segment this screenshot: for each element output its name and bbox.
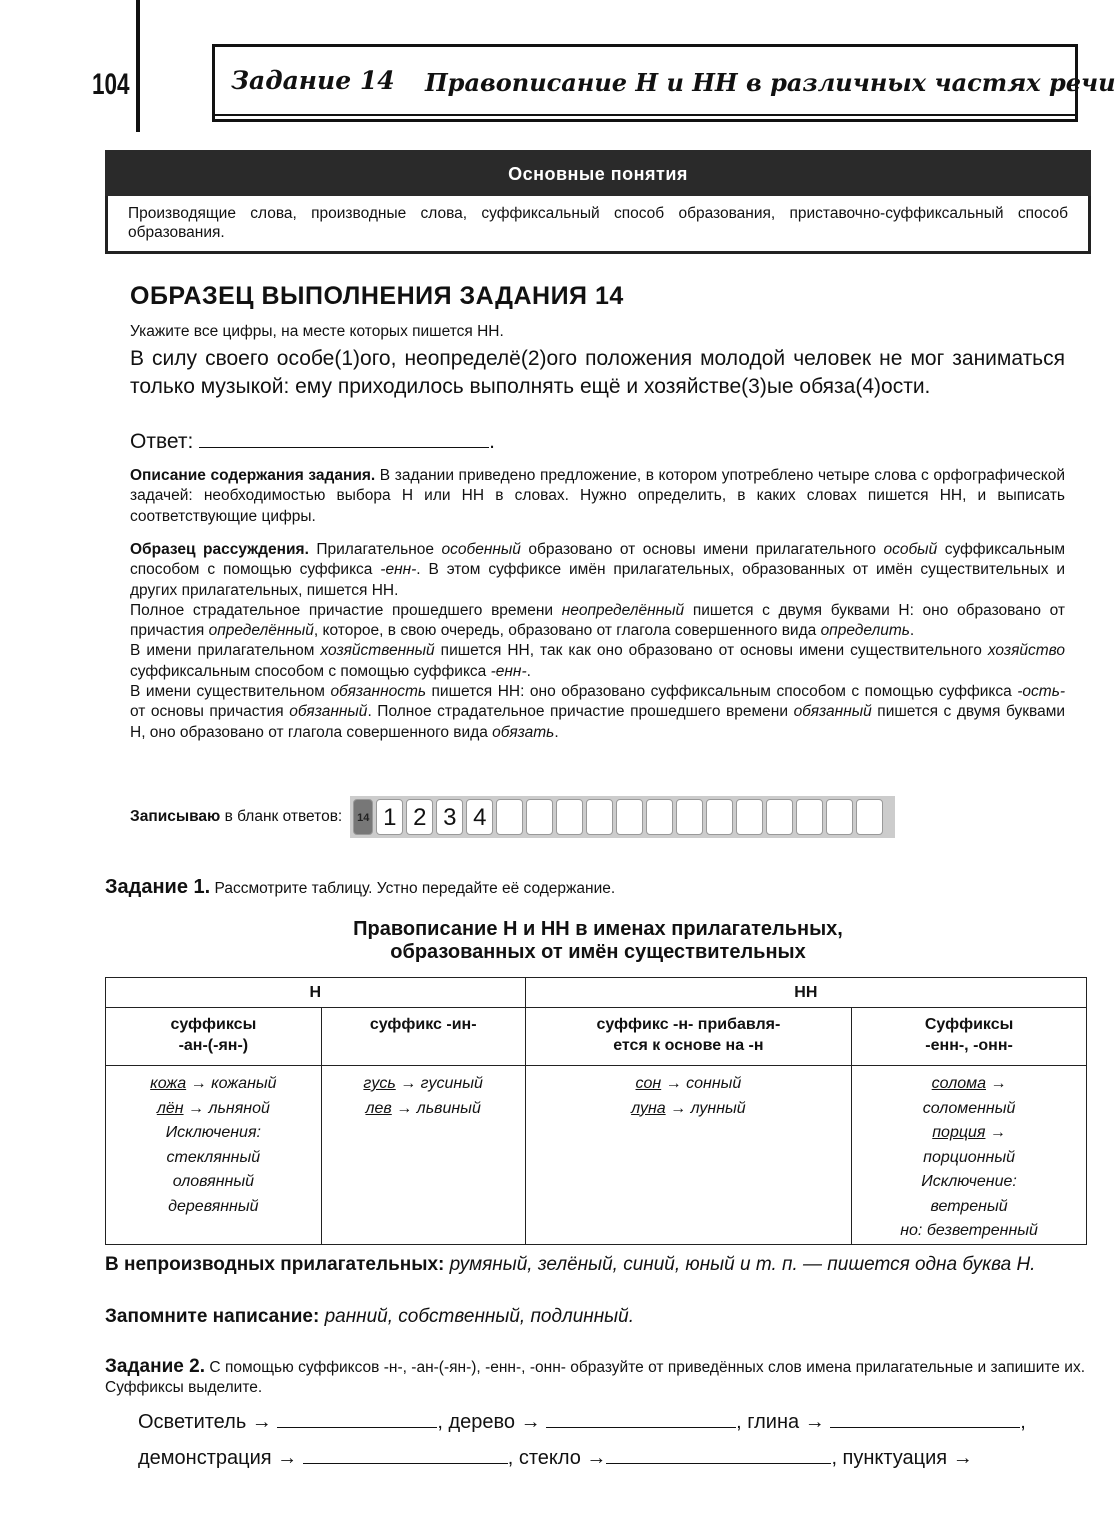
task2-label: Задание 2. xyxy=(105,1356,206,1377)
task1-heading xyxy=(105,876,615,899)
answer-blank[interactable] xyxy=(606,1446,831,1464)
answer-cell[interactable] xyxy=(586,799,613,835)
source-word: кожа xyxy=(150,1075,187,1092)
italic-term: обязанность xyxy=(330,683,427,701)
text-segment: . xyxy=(909,622,915,640)
answer-blank[interactable] xyxy=(277,1410,437,1428)
reasoning-paragraph xyxy=(130,641,1065,682)
text-segment: . xyxy=(526,662,531,680)
reasoning-paragraph xyxy=(130,682,1065,743)
exercise-line-1 xyxy=(138,1410,1026,1434)
column-header-line: суффикс -ин- xyxy=(369,1016,477,1033)
column-header-line: суффикс -н- прибавля- xyxy=(596,1016,781,1033)
italic-term: -ость- xyxy=(1017,683,1066,701)
answer-cell[interactable] xyxy=(556,799,583,835)
answer-line xyxy=(130,428,1065,456)
text-segment: суффиксальным способом с помощью суффикса xyxy=(130,662,491,680)
example-row xyxy=(322,1072,525,1097)
spelling-table xyxy=(105,977,1087,1245)
source-word: лён xyxy=(156,1099,184,1117)
page-number: 104 xyxy=(92,68,130,101)
text-segment: Прилагательное xyxy=(316,541,442,558)
rule-italic: ранний, собственный, подлинный. xyxy=(324,1306,635,1327)
text-segment: пишется НН, так как оно образовано от основы имени существительного xyxy=(434,642,988,660)
example-row xyxy=(526,1097,851,1122)
rule-italic: румяный, зелёный, синий, юный и т. п. — пишется одна буква Н. xyxy=(449,1254,1036,1275)
word-prompt: , xyxy=(1020,1411,1026,1433)
italic-term: определить xyxy=(820,622,910,640)
task-sentence: В силу своего особе(1)ого, неопределё(2)ого положения молодой человек не мог заниматься только музыкой: ему приходилось выполнять ещё и хозяйстве(3)ые обяза(4)ости. xyxy=(130,347,1065,398)
example-row xyxy=(322,1097,525,1122)
text-segment: образовано от основы имени прилагательного xyxy=(520,541,884,558)
answer-cell[interactable] xyxy=(826,799,853,835)
answer-blank[interactable] xyxy=(303,1446,508,1464)
answer-cell[interactable] xyxy=(766,799,793,835)
margin-rule xyxy=(136,0,140,132)
source-word: солома xyxy=(931,1075,987,1092)
answer-cell[interactable] xyxy=(676,799,703,835)
text-segment: пишется с двумя буквами Н: оно образовано от причастия xyxy=(130,601,1065,640)
instruction: Укажите все цифры, на месте которых пишется НН. xyxy=(130,323,504,340)
example-row xyxy=(106,1097,321,1122)
record-bold: Записываю xyxy=(130,808,221,825)
task1-text: Рассмотрите таблицу. Устно передайте её содержание. xyxy=(214,880,616,897)
source-word: сон xyxy=(635,1075,662,1092)
text-segment: В задании приведено предложение, в котором употреблено четыре слова с орфографической задачей: необходимостью выбора Н или НН в словах. Нужно определить, в каких словах пишется НН, и выписать соответствующие цифры. xyxy=(130,467,1065,525)
arrow-icon: → xyxy=(989,1124,1006,1141)
source-word: гусь xyxy=(363,1075,396,1092)
bold-term: Описание содержания задания. xyxy=(130,467,376,484)
answer-blank[interactable] xyxy=(830,1410,1020,1428)
source-word: лев xyxy=(365,1099,392,1117)
text-segment: от основы причастия xyxy=(130,703,290,721)
arrow-icon: → xyxy=(396,1099,413,1117)
column-header-line: суффиксы xyxy=(170,1016,257,1033)
italic-term: особый xyxy=(883,541,938,558)
derived-word: кожаный xyxy=(211,1075,277,1092)
task2-text: С помощью суффиксов -н-, -ан-(-ян-), -енн-, -онн- образуйте от приведённых слов имена прилагательные и запишите их. Суффиксы выделите. xyxy=(105,1359,1085,1397)
example-row xyxy=(852,1121,1086,1146)
column-cell xyxy=(525,1066,851,1245)
column-header xyxy=(852,1008,1087,1066)
text-segment: суффиксальным способом с помощью суффикса xyxy=(130,541,1065,579)
italic-term: хозяйственный xyxy=(320,642,435,660)
example-row xyxy=(852,1072,1086,1097)
derived-word: лунный xyxy=(690,1099,746,1117)
column-header-line: -ан-(-ян-) xyxy=(178,1037,249,1054)
derived-word: порционный xyxy=(923,1148,1015,1166)
group-header-n: Н xyxy=(106,978,526,1008)
column-header xyxy=(525,1008,851,1066)
italic-term: особенный xyxy=(441,541,521,558)
derived-word: гусиный xyxy=(420,1075,483,1092)
text-segment: . xyxy=(554,723,559,741)
group-header-nn: НН xyxy=(525,978,1086,1008)
arrow-icon: → xyxy=(190,1075,207,1092)
answer-cell[interactable] xyxy=(736,799,763,835)
record-text: в бланк ответов: xyxy=(224,808,343,825)
table-title-line: образованных от имён существительных xyxy=(390,941,806,963)
reasoning-paragraph xyxy=(130,601,1065,642)
word-prompt: демонстрация → xyxy=(138,1447,298,1469)
source-word: луна xyxy=(631,1099,666,1117)
reasoning xyxy=(130,540,1065,743)
word-prompt: , пунктуация → xyxy=(831,1447,973,1469)
sample-title: ОБРАЗЕЦ ВЫПОЛНЕНИЯ ЗАДАНИЯ 14 xyxy=(130,282,624,310)
answer-field[interactable] xyxy=(199,430,489,448)
answer-cell[interactable]: 3 xyxy=(436,799,463,835)
italic-term: неопределённый xyxy=(561,601,685,619)
rule-remember xyxy=(105,1305,1085,1328)
answer-cell[interactable] xyxy=(856,799,883,835)
italic-term: обязанный xyxy=(793,703,872,721)
answer-cell[interactable]: 2 xyxy=(406,799,433,835)
task-title: Правописание Н и НН в различных частях речи xyxy=(425,68,1116,97)
reasoning-paragraph xyxy=(130,540,1065,601)
column-header xyxy=(106,1008,322,1066)
word-prompt: Осветитель → xyxy=(138,1411,272,1433)
answer-cells xyxy=(350,796,895,838)
exception-line: деревянный xyxy=(168,1197,259,1215)
exception-line: ветреный xyxy=(930,1197,1008,1215)
text-segment: В имени прилагательном xyxy=(130,642,321,660)
column-header-line: Суффиксы xyxy=(924,1016,1014,1033)
concepts-title: Основные понятия xyxy=(105,150,1091,196)
italic-term: обязать xyxy=(492,723,555,741)
table-title xyxy=(105,918,1091,964)
derived-word: львиный xyxy=(416,1099,481,1117)
answer-label: Ответ: xyxy=(130,430,194,453)
answer-cell[interactable] xyxy=(616,799,643,835)
italic-term: хозяйство xyxy=(987,642,1066,660)
text-segment: , которое, в свою очередь, образовано от глагола совершенного вида xyxy=(313,622,821,640)
table-title-line: Правописание Н и НН в именах прилагательных, xyxy=(353,918,843,940)
arrow-icon: → xyxy=(188,1099,205,1117)
answer-blank[interactable] xyxy=(546,1410,736,1428)
chapter-header xyxy=(212,46,1116,122)
task-label: Задание 14 xyxy=(231,66,395,95)
answer-tail: . xyxy=(489,430,495,453)
column-cell xyxy=(321,1066,525,1245)
exception-line: стеклянный xyxy=(166,1148,261,1166)
rule-bold: Запомните написание: xyxy=(105,1306,320,1327)
text-segment: Полное страдательное причастие прошедшего времени xyxy=(130,601,562,619)
answer-cell[interactable] xyxy=(706,799,733,835)
word-prompt: , дерево → xyxy=(437,1411,541,1433)
column-header xyxy=(321,1008,525,1066)
answer-cell[interactable] xyxy=(646,799,673,835)
text-segment: пишется с двумя буквами Н, оно образовано от глагола совершенного вида xyxy=(130,703,1066,741)
column-header-line: ется к основе на -н xyxy=(613,1037,764,1054)
task1-label: Задание 1. xyxy=(105,876,211,898)
arrow-icon: → xyxy=(670,1099,687,1117)
example-row xyxy=(852,1097,1086,1122)
answer-cell[interactable]: 4 xyxy=(466,799,493,835)
answer-cell[interactable]: 1 xyxy=(376,799,403,835)
arrow-icon: → xyxy=(400,1075,417,1092)
text-segment: В имени существительном xyxy=(130,683,331,701)
answer-cell[interactable] xyxy=(526,799,553,835)
source-word: порция xyxy=(932,1124,986,1141)
exception-line: оловянный xyxy=(172,1173,254,1190)
column-cell xyxy=(106,1066,322,1245)
derived-word: льняной xyxy=(208,1099,270,1117)
italic-term: обязанный xyxy=(289,703,368,721)
text-segment: . В этом суффиксе имён прилагательных, образованных от имён существительных и других прилагательных, пишется НН. xyxy=(130,561,1065,599)
example-row xyxy=(526,1072,851,1097)
word-prompt: , стекло → xyxy=(507,1447,607,1469)
example-row xyxy=(106,1072,321,1097)
italic-term: определённый xyxy=(208,622,314,640)
bold-term: Образец рассуждения. xyxy=(130,541,309,558)
word-prompt: , глина → xyxy=(736,1411,825,1433)
italic-term: -енн- xyxy=(380,561,417,579)
task-number-cell: 14 xyxy=(353,799,373,835)
text-segment: пишется НН: оно образовано суффиксальным способом с помощью суффикса xyxy=(426,683,1018,701)
exception-line: но: безветренный xyxy=(900,1222,1038,1239)
arrow-icon: → xyxy=(665,1075,682,1092)
example-row xyxy=(852,1146,1086,1171)
derived-word: сонный xyxy=(686,1075,742,1092)
exception-line: Исключение: xyxy=(921,1173,1017,1190)
exception-line: Исключения: xyxy=(165,1124,261,1141)
task2-heading xyxy=(105,1357,1085,1399)
italic-term: -енн- xyxy=(490,662,527,680)
column-cell xyxy=(852,1066,1087,1245)
text-segment: . Полное страдательное причастие прошедшего времени xyxy=(367,703,794,721)
derived-word: соломенный xyxy=(922,1099,1016,1117)
rule-nonderived xyxy=(105,1253,1085,1276)
arrow-icon: → xyxy=(990,1075,1007,1092)
concepts-text: Производящие слова, производные слова, суффиксальный способ образования, приставочно-суффиксальный способ образования. xyxy=(105,196,1091,254)
exercise-line-2 xyxy=(138,1446,973,1470)
answer-cell[interactable] xyxy=(496,799,523,835)
answer-record xyxy=(130,796,895,838)
answer-cell[interactable] xyxy=(796,799,823,835)
description xyxy=(130,466,1065,527)
rule-bold: В непроизводных прилагательных: xyxy=(105,1254,445,1275)
column-header-line: -енн-, -онн- xyxy=(925,1037,1013,1054)
